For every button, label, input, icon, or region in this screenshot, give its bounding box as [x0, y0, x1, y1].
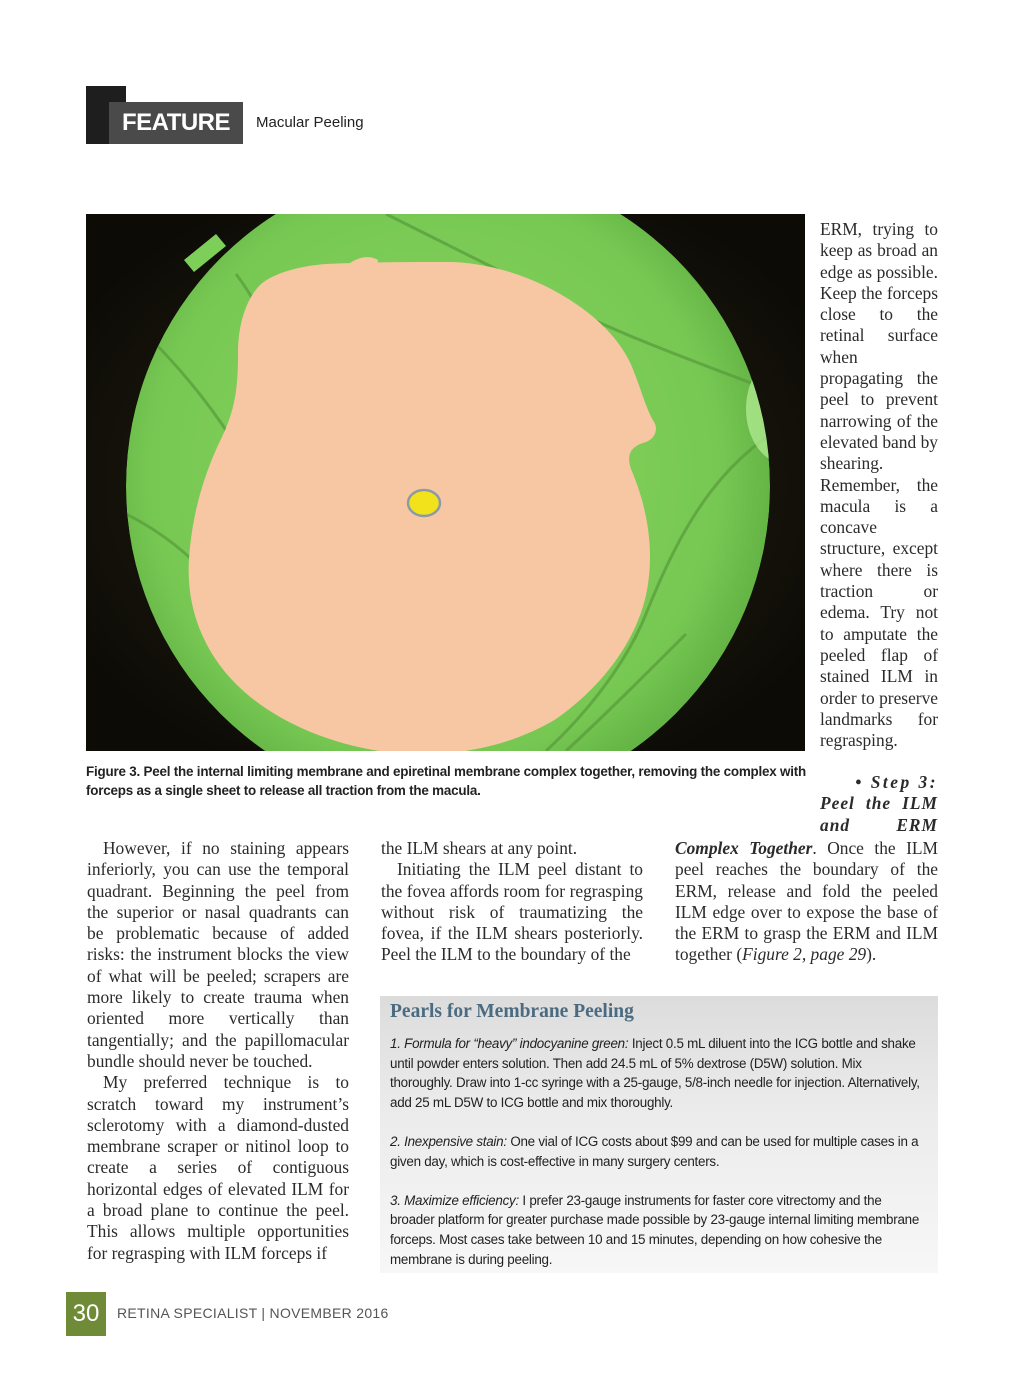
figure-caption: Figure 3. Peel the internal limiting membrane and epiretinal membrane complex together, removing the complex with forceps as a single sheet to release all traction from the macula.: [86, 764, 807, 798]
right-column-text: ERM, trying to keep as broad an edge as possible. Keep the forceps close to the retinal surface when propagating the peel to prevent narrowing of the elevated band by shearing. Remember, the macula is a concave structure, except where there is traction or edema. Try not to amputate the peeled flap of stained ILM in order to preserve landmarks for regrasping.: [820, 219, 938, 751]
paragraph: My preferred technique is to scratch toward my instrument’s sclerotomy with a diamond-dusted membrane scraper or nitinol loop to create a series of contiguous horizontal edges of elevated ILM for a broad plane to continue the peel. This allows multiple opportunities for regrasping with ILM forceps if: [87, 1072, 349, 1263]
pearls-sidebar: [380, 996, 938, 1273]
step-3-heading-line: and ERM: [820, 814, 938, 835]
paragraph: Complex Together. Once the ILM peel reaches the boundary of the ERM, release and fold the peeled ILM edge over to expose the base of the ERM to grasp the ERM and ILM together (Figure 2, page 29).: [675, 838, 938, 965]
body-column-1: [87, 838, 349, 1264]
section-label: FEATURE: [109, 102, 243, 144]
body-column-2: [381, 838, 643, 966]
sidebar-item: 1. Formula for “heavy” indocyanine green: Inject 0.5 mL diluent into the ICG bottle and shake until powder enters solution. Then add 24.5 mL of 5% dextrose (D5W) solution. Mix thoroughly. Draw into 1-cc syringe with a 25-gauge, 5/8-inch needle for injection. Alternatively, add 25 mL D5W to ICG bottle and mix thoroughly.: [390, 1036, 920, 1110]
fundus-figure: [86, 214, 805, 751]
sidebar-body: [390, 1034, 922, 1289]
sidebar-item: 2. Inexpensive stain: One vial of ICG costs about $99 and can be used for multiple cases in a given day, which is cost-effective in many surgery centers.: [390, 1133, 919, 1169]
paragraph: Initiating the ILM peel distant to the fovea affords room for regrasping without risk of traumatizing the fovea, if the ILM shears posteriorly. Peel the ILM to the boundary of the: [381, 859, 643, 965]
step-3-heading: [820, 772, 938, 836]
sidebar-item: 3. Maximize efficiency: I prefer 23-gauge instruments for faster core vitrectomy and the broader platform for greater purchase made possible by 23-gauge internal limiting membrane forceps. Most cases take between 10 and 15 minutes, depending on how cohesive the membrane is during peeling.: [390, 1192, 920, 1267]
fovea-marker: [408, 490, 440, 516]
step-3-heading-end: Complex Together: [675, 838, 813, 858]
paragraph: However, if no staining appears inferiorly, you can use the temporal quadrant. Beginning the peel from the superior or nasal quadrants can be problematic because of added risks: the instrument blocks the view of what will be peeled; scrapers are more likely to create trauma when oriented more vertically than tangentially; and the papillomacular bundle should never be touched.: [87, 838, 349, 1071]
page-number: 30: [66, 1292, 106, 1336]
publication-line: RETINA SPECIALIST | NOVEMBER 2016: [117, 1305, 389, 1321]
step-3-heading-line: Peel the ILM: [820, 793, 938, 814]
sidebar-title: Pearls for Membrane Peeling: [390, 1001, 634, 1022]
section-topic: Macular Peeling: [256, 114, 364, 131]
paragraph: the ILM shears at any point.: [381, 838, 578, 858]
step-3-heading-line: • Step 3:: [855, 772, 938, 792]
figure-reference: Figure 2, page 29: [742, 944, 867, 965]
body-column-3: [675, 838, 938, 966]
